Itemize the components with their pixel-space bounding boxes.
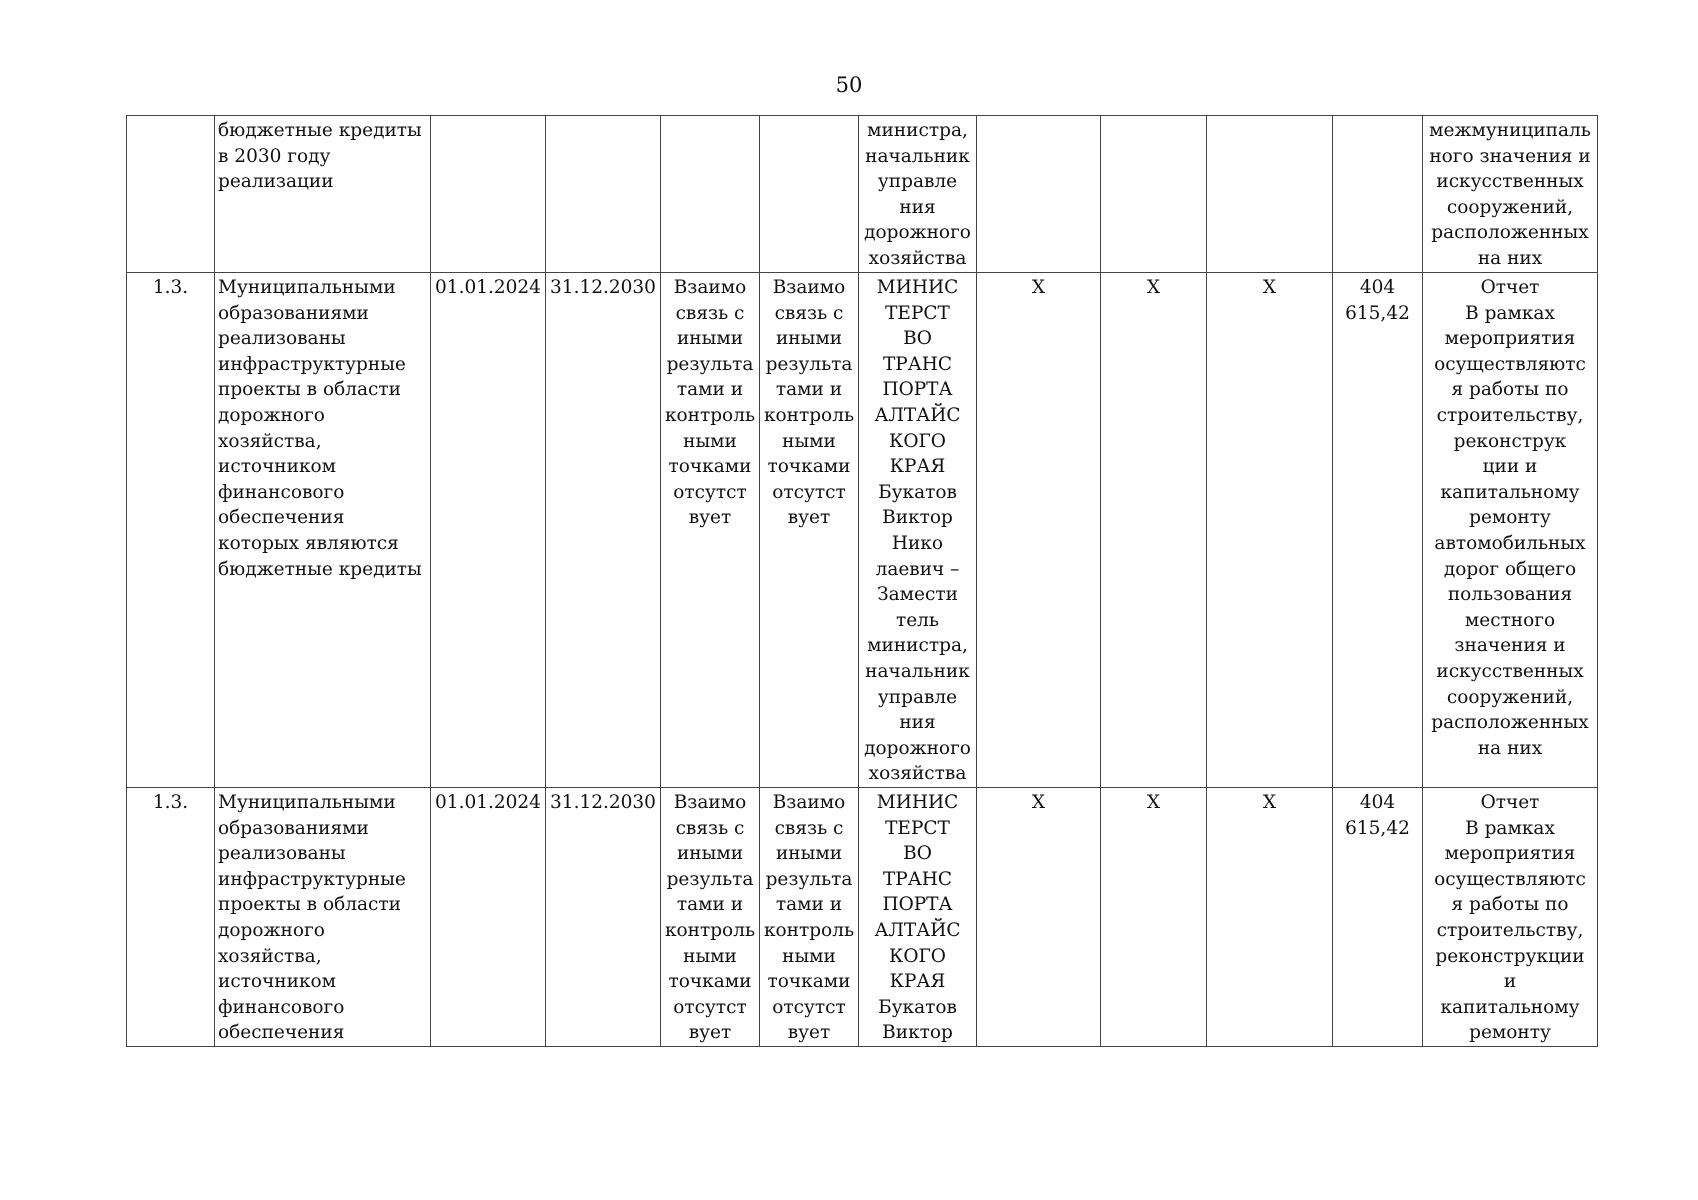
cell-line: Букатов bbox=[878, 481, 957, 503]
relation-cell bbox=[760, 273, 859, 788]
cell-line: искусственных bbox=[1436, 171, 1584, 193]
cell-line: ции и bbox=[1482, 456, 1538, 478]
cell-line: вует bbox=[688, 1022, 732, 1044]
cell-line: Букатов bbox=[878, 996, 957, 1018]
cell-line: ными bbox=[683, 430, 737, 452]
row-number-cell: 1.3. bbox=[127, 788, 215, 1047]
cell-line: Взаимо bbox=[673, 792, 747, 813]
cell-line: Виктор bbox=[882, 1022, 953, 1044]
relation-cell bbox=[760, 788, 859, 1047]
amount-cell bbox=[1333, 788, 1423, 1047]
cell-line: реализованы bbox=[218, 328, 346, 350]
cell-line: контроль bbox=[763, 919, 855, 941]
cell-line: МИНИС bbox=[876, 792, 959, 813]
result-name-cell bbox=[215, 273, 431, 788]
cell-line: источником bbox=[218, 456, 337, 478]
table-row bbox=[127, 116, 1598, 273]
cell-line: ными bbox=[683, 945, 737, 967]
cell-line: 404 bbox=[1359, 792, 1396, 813]
cell-line: ТЕРСТ bbox=[885, 817, 950, 839]
cell-line: осуществляютс bbox=[1434, 868, 1586, 890]
cell-line: иными bbox=[775, 328, 843, 350]
cell-line: значения и bbox=[1454, 635, 1566, 657]
result-name-cell bbox=[215, 116, 431, 273]
mark-cell: X bbox=[1207, 273, 1333, 788]
cell-line: КРАЯ bbox=[889, 456, 946, 478]
start-date-cell bbox=[431, 116, 546, 273]
start-date-cell: 01.01.2024 bbox=[431, 788, 546, 1047]
cell-line: результа bbox=[765, 868, 853, 890]
cell-line: сооружений, bbox=[1446, 686, 1574, 708]
cell-line: бюджетные кредиты bbox=[218, 120, 422, 141]
results-table bbox=[126, 115, 1598, 1047]
cell-line: управле bbox=[877, 686, 958, 708]
start-date-cell: 01.01.2024 bbox=[431, 273, 546, 788]
cell-line: вует bbox=[688, 507, 732, 529]
cell-line: результа bbox=[666, 353, 754, 375]
cell-line: результа bbox=[765, 353, 853, 375]
cell-line: строительству, bbox=[1436, 404, 1584, 426]
end-date-cell: 31.12.2030 bbox=[546, 273, 661, 788]
cell-line: управле bbox=[877, 171, 958, 193]
amount-cell bbox=[1333, 273, 1423, 788]
cell-line: АЛТАЙС bbox=[874, 404, 961, 426]
cell-line: которых являются bbox=[218, 532, 399, 554]
cell-line: строительству, bbox=[1436, 919, 1584, 941]
cell-line: 404 bbox=[1359, 277, 1396, 298]
cell-line: 615,42 bbox=[1345, 302, 1410, 324]
cell-line: тами и bbox=[676, 894, 744, 916]
cell-line: 615,42 bbox=[1345, 817, 1410, 839]
cell-line: реализации bbox=[218, 171, 334, 193]
cell-line: ными bbox=[782, 430, 836, 452]
cell-line: точками bbox=[767, 456, 851, 478]
cell-line: связь с bbox=[675, 302, 745, 324]
cell-line: финансового bbox=[218, 996, 345, 1018]
row-number-cell: 1.3. bbox=[127, 273, 215, 788]
cell-line: КРАЯ bbox=[889, 971, 946, 993]
responsible-cell bbox=[859, 116, 977, 273]
relation-cell bbox=[760, 116, 859, 273]
cell-line: ТЕРСТ bbox=[885, 302, 950, 324]
cell-line: ПОРТА bbox=[882, 379, 953, 401]
cell-line: ТРАНС bbox=[882, 353, 953, 375]
cell-line: МИНИС bbox=[876, 277, 959, 298]
cell-line: осуществляютс bbox=[1434, 353, 1586, 375]
cell-line: и bbox=[1503, 971, 1517, 993]
cell-line: Нико bbox=[891, 532, 944, 554]
cell-line: ВО bbox=[903, 843, 932, 865]
result-name-cell bbox=[215, 788, 431, 1047]
cell-line: КОГО bbox=[889, 430, 946, 452]
mark-cell: X bbox=[1101, 273, 1207, 788]
cell-line: Муниципальными bbox=[218, 277, 396, 298]
cell-line: бюджетные кредиты bbox=[218, 558, 422, 580]
cell-line: искусственных bbox=[1436, 660, 1584, 682]
cell-line: иными bbox=[676, 328, 744, 350]
cell-line: проекты в области bbox=[218, 894, 401, 916]
cell-line: отсутст bbox=[772, 481, 846, 503]
cell-line: тель bbox=[895, 609, 939, 631]
cell-line: пользования bbox=[1447, 584, 1573, 606]
cell-line: начальник bbox=[865, 145, 970, 167]
mark-cell bbox=[1101, 116, 1207, 273]
cell-line: ВО bbox=[903, 328, 932, 350]
cell-line: Взаимо bbox=[673, 277, 747, 298]
cell-line: Взаимо bbox=[772, 792, 846, 813]
cell-line: финансового bbox=[218, 481, 345, 503]
responsible-cell bbox=[859, 788, 977, 1047]
table-body bbox=[127, 116, 1598, 1047]
cell-line: ремонту bbox=[1469, 1022, 1551, 1044]
cell-line: точками bbox=[668, 971, 752, 993]
cell-line: сооружений, bbox=[1446, 196, 1574, 218]
cell-line: вует bbox=[787, 507, 831, 529]
cell-line: КОГО bbox=[889, 945, 946, 967]
cell-line: вует bbox=[787, 1022, 831, 1044]
cell-line: капитальному bbox=[1440, 481, 1580, 503]
cell-line: реконструк bbox=[1453, 430, 1567, 452]
document-cell bbox=[1423, 273, 1598, 788]
cell-line: образованиями bbox=[218, 302, 369, 324]
cell-line: Замести bbox=[877, 584, 958, 606]
cell-line: Взаимо bbox=[772, 277, 846, 298]
cell-line: расположенных bbox=[1431, 712, 1589, 734]
cell-line: В рамках bbox=[1465, 817, 1555, 839]
cell-line: министра, bbox=[867, 635, 968, 657]
mark-cell: X bbox=[1207, 788, 1333, 1047]
end-date-cell: 31.12.2030 bbox=[546, 788, 661, 1047]
cell-line: хозяйства bbox=[868, 247, 967, 269]
table-row bbox=[127, 273, 1598, 788]
cell-line: отсутст bbox=[673, 996, 747, 1018]
cell-line: я работы по bbox=[1451, 379, 1569, 401]
cell-line: ного значения и bbox=[1429, 145, 1591, 167]
cell-line: контроль bbox=[664, 919, 756, 941]
mark-cell bbox=[1207, 116, 1333, 273]
cell-line: автомобильных bbox=[1434, 532, 1586, 554]
end-date-cell bbox=[546, 116, 661, 273]
row-number-cell bbox=[127, 116, 215, 273]
cell-line: в 2030 году bbox=[218, 145, 331, 167]
cell-line: образованиями bbox=[218, 817, 369, 839]
cell-line: контроль bbox=[664, 404, 756, 426]
page-number: 50 bbox=[835, 73, 863, 97]
mark-cell bbox=[977, 116, 1101, 273]
cell-line: начальник bbox=[865, 660, 970, 682]
cell-line: инфраструктурные bbox=[218, 353, 406, 375]
cell-line: ния bbox=[899, 196, 936, 218]
cell-line: на них bbox=[1477, 247, 1543, 269]
cell-line: я работы по bbox=[1451, 894, 1569, 916]
cell-line: связь с bbox=[774, 302, 844, 324]
cell-line: тами и bbox=[775, 379, 843, 401]
cell-line: Отчет bbox=[1480, 792, 1540, 813]
document-cell bbox=[1423, 116, 1598, 273]
cell-line: мероприятия bbox=[1444, 328, 1576, 350]
cell-line: ТРАНС bbox=[882, 868, 953, 890]
cell-line: реконструкции bbox=[1435, 945, 1585, 967]
cell-line: ремонту bbox=[1469, 507, 1551, 529]
cell-line: тами и bbox=[775, 894, 843, 916]
cell-line: межмуниципаль bbox=[1429, 120, 1591, 141]
cell-line: дорожного bbox=[864, 222, 971, 244]
cell-line: иными bbox=[676, 843, 744, 865]
mark-cell: X bbox=[1101, 788, 1207, 1047]
relation-cell bbox=[661, 273, 760, 788]
cell-line: хозяйства, bbox=[218, 945, 322, 967]
cell-line: инфраструктурные bbox=[218, 868, 406, 890]
cell-line: проекты в области bbox=[218, 379, 401, 401]
cell-line: точками bbox=[767, 971, 851, 993]
amount-cell bbox=[1333, 116, 1423, 273]
cell-line: лаевич – bbox=[875, 558, 960, 580]
mark-cell: X bbox=[977, 273, 1101, 788]
cell-line: ния bbox=[899, 712, 936, 734]
cell-line: АЛТАЙС bbox=[874, 919, 961, 941]
document-cell bbox=[1423, 788, 1598, 1047]
cell-line: обеспечения bbox=[218, 1022, 345, 1044]
responsible-cell bbox=[859, 273, 977, 788]
relation-cell bbox=[661, 116, 760, 273]
cell-line: министра, bbox=[867, 120, 968, 141]
cell-line: дорог общего bbox=[1443, 558, 1577, 580]
cell-line: дорожного bbox=[864, 737, 971, 759]
cell-line: связь с bbox=[675, 817, 745, 839]
cell-line: хозяйства bbox=[868, 763, 967, 785]
cell-line: реализованы bbox=[218, 843, 346, 865]
cell-line: Отчет bbox=[1480, 277, 1540, 298]
cell-line: источником bbox=[218, 971, 337, 993]
cell-line: Муниципальными bbox=[218, 792, 396, 813]
cell-line: точками bbox=[668, 456, 752, 478]
cell-line: ными bbox=[782, 945, 836, 967]
cell-line: иными bbox=[775, 843, 843, 865]
table-row bbox=[127, 788, 1598, 1047]
cell-line: мероприятия bbox=[1444, 843, 1576, 865]
cell-line: дорожного bbox=[218, 919, 325, 941]
cell-line: связь с bbox=[774, 817, 844, 839]
mark-cell: X bbox=[977, 788, 1101, 1047]
cell-line: на них bbox=[1477, 737, 1543, 759]
cell-line: В рамках bbox=[1465, 302, 1555, 324]
cell-line: отсутст bbox=[772, 996, 846, 1018]
cell-line: расположенных bbox=[1431, 222, 1589, 244]
cell-line: местного bbox=[1464, 609, 1556, 631]
relation-cell bbox=[661, 788, 760, 1047]
cell-line: обеспечения bbox=[218, 507, 345, 529]
cell-line: результа bbox=[666, 868, 754, 890]
cell-line: ПОРТА bbox=[882, 894, 953, 916]
cell-line: тами и bbox=[676, 379, 744, 401]
cell-line: Виктор bbox=[882, 507, 953, 529]
cell-line: отсутст bbox=[673, 481, 747, 503]
cell-line: контроль bbox=[763, 404, 855, 426]
cell-line: капитальному bbox=[1440, 996, 1580, 1018]
cell-line: дорожного bbox=[218, 404, 325, 426]
cell-line: хозяйства, bbox=[218, 430, 322, 452]
